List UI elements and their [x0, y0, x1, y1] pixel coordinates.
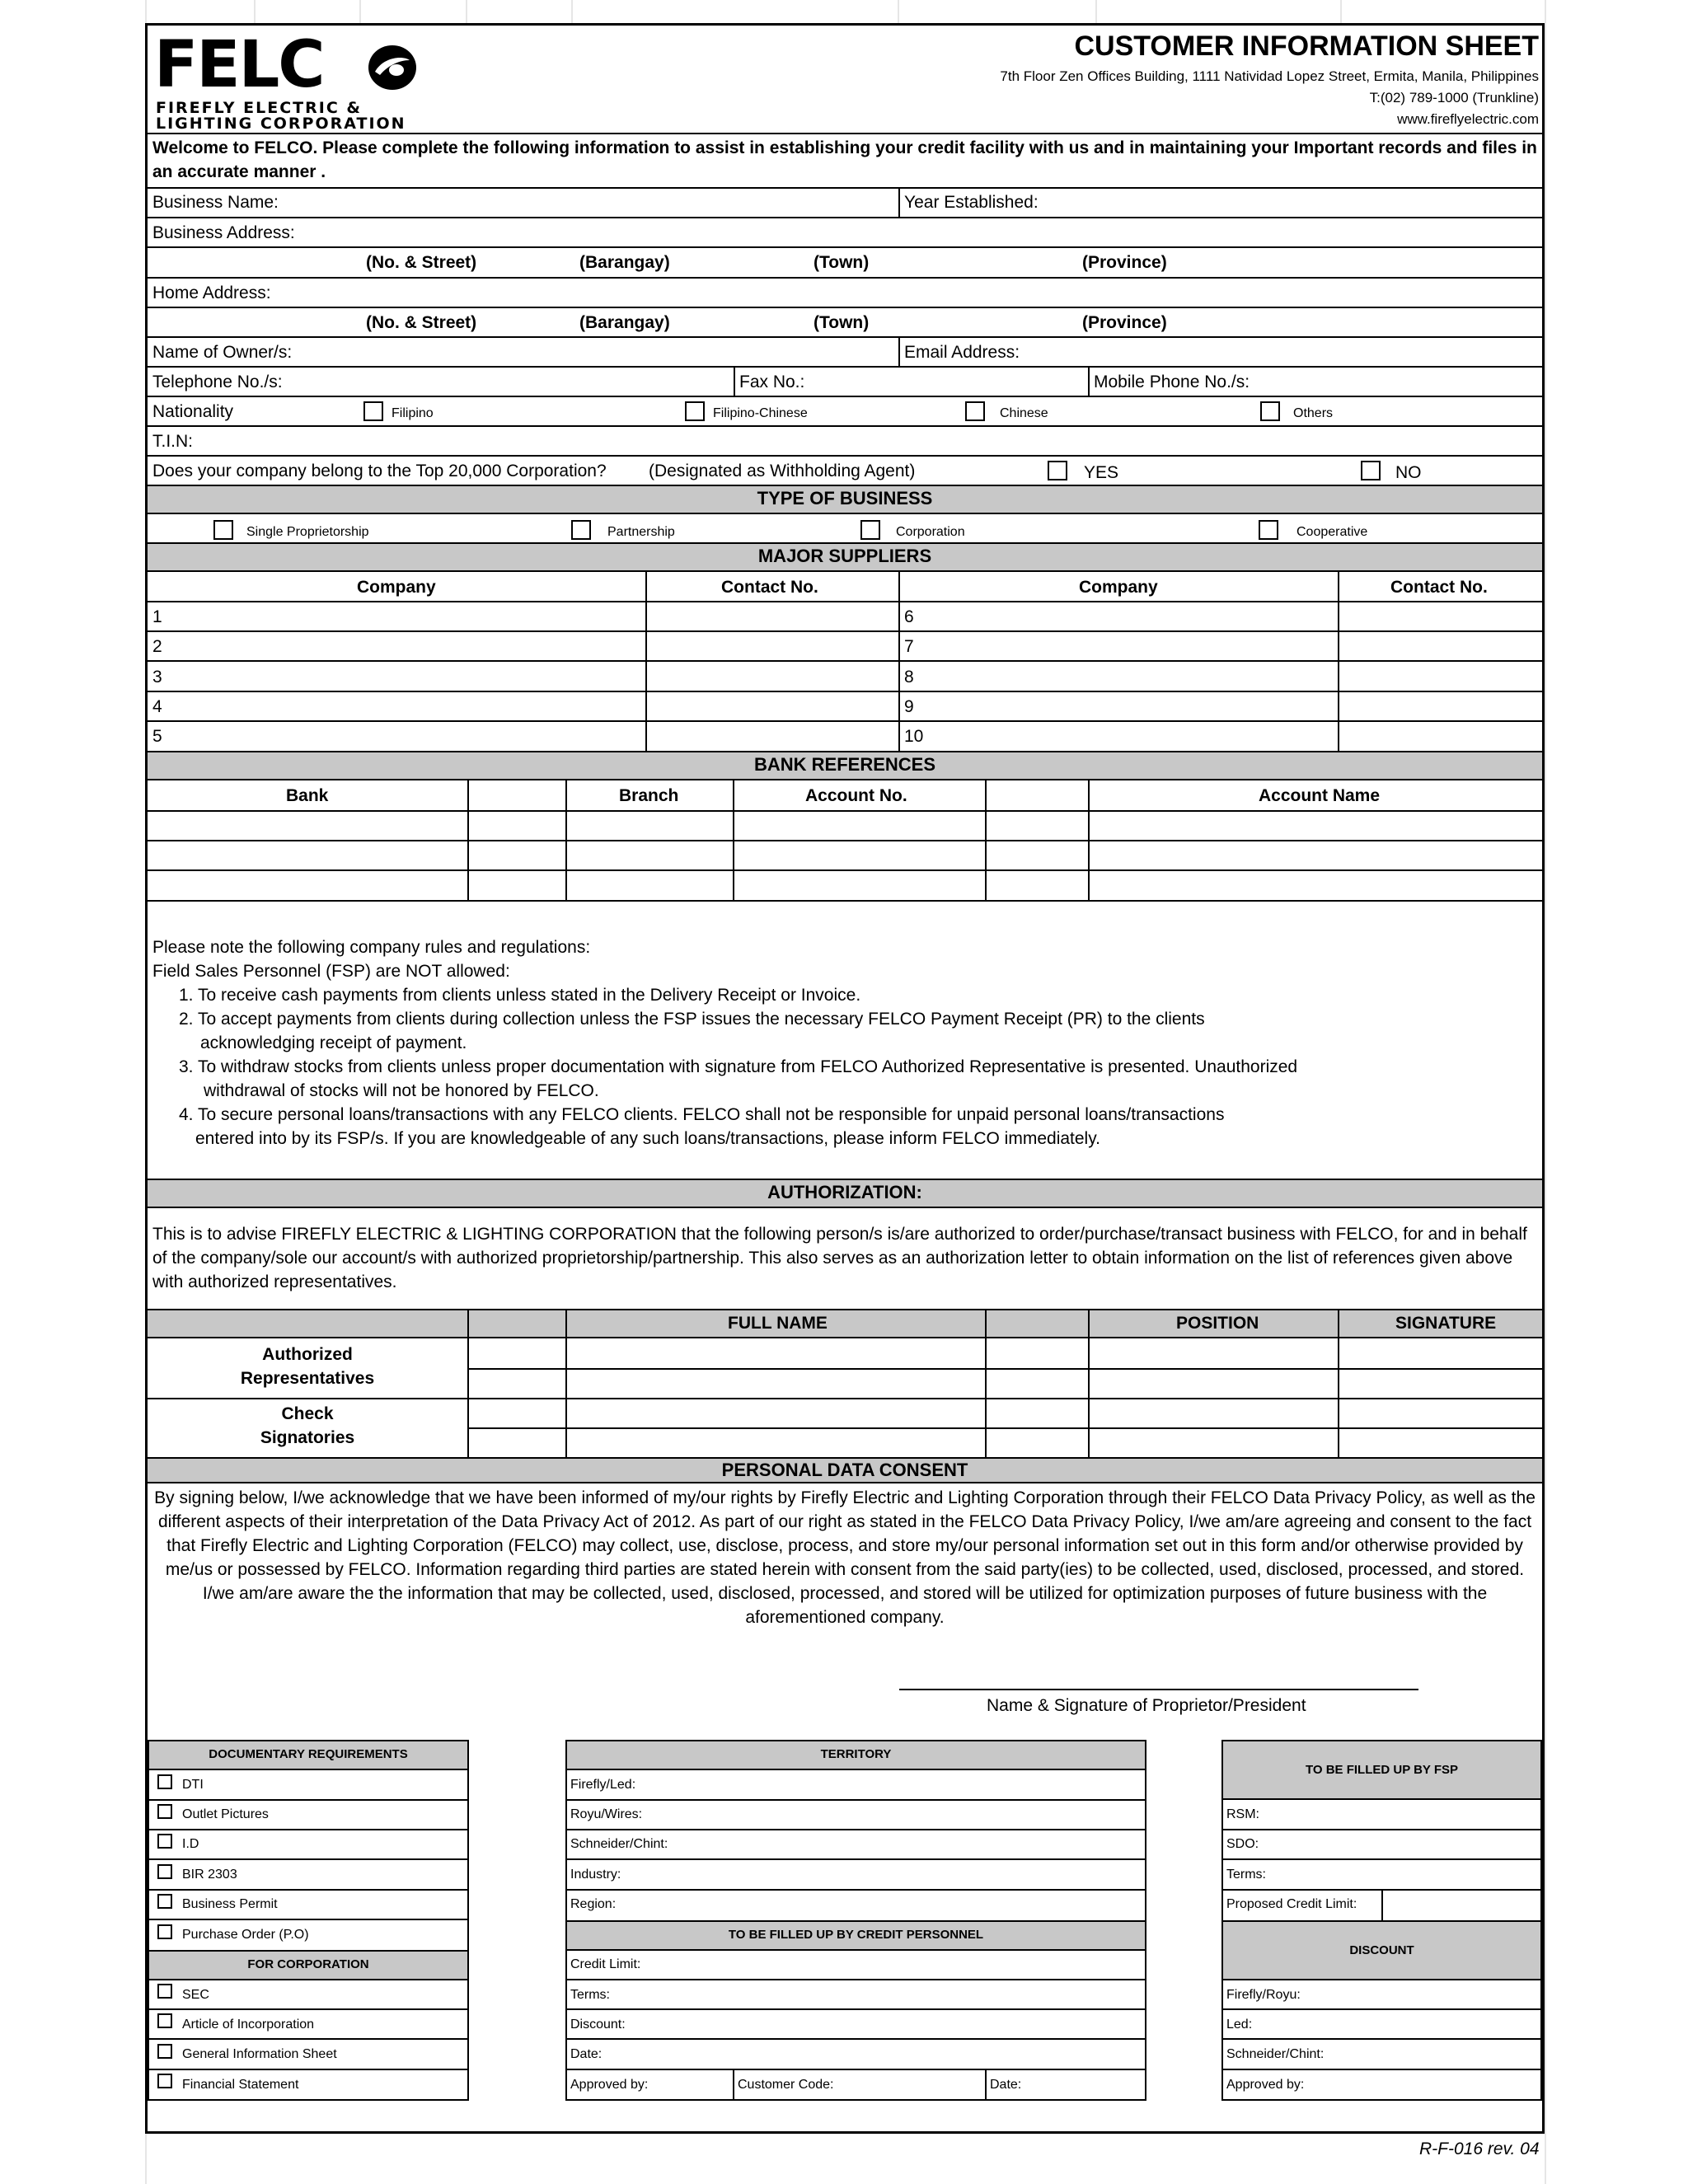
- customer-code-label: Customer Code:: [738, 2078, 834, 2092]
- doc-corp-item: Article of Incorporation: [182, 2018, 315, 2032]
- approval-date-label: Date:: [990, 2078, 1022, 2092]
- check-signatories-label-1: Check: [281, 1404, 334, 1423]
- home-barangay-label: (Barangay): [579, 313, 670, 332]
- supplier-row-number: 10: [904, 727, 924, 746]
- authorized-label-2: Representatives: [240, 1369, 375, 1388]
- rule-item: 2. To accept payments from clients during collection unless the FSP issues the necessary FELCO Payment Receipt (PR) to the clients: [179, 1010, 1205, 1029]
- check-signatories-label-2: Signatories: [260, 1428, 355, 1447]
- home-town-label: (Town): [814, 313, 870, 332]
- nationality-label: Nationality: [152, 402, 234, 421]
- territory-item: Firefly/Led:: [570, 1778, 636, 1792]
- supplier-row-number: 3: [152, 668, 162, 687]
- nationality-chinese-label: Chinese: [1000, 406, 1048, 420]
- supplier-row-number: 2: [152, 637, 162, 656]
- business-town-label: (Town): [814, 253, 870, 272]
- telephone-label: Telephone No./s:: [152, 373, 283, 391]
- account-name-col: Account Name: [1259, 786, 1381, 805]
- supplier-row-number: 9: [904, 697, 914, 716]
- business-name-label: Business Name:: [152, 193, 279, 212]
- top20k-yes-checkbox[interactable]: [1048, 461, 1067, 480]
- rules-intro: Please note the following company rules and regulations:: [152, 938, 591, 957]
- nationality-others-label: Others: [1293, 406, 1334, 420]
- supplier-row-number: 6: [904, 607, 914, 626]
- home-street-label: (No. & Street): [366, 313, 477, 332]
- rule-item: entered into by its FSP/s. If you are knowledgeable of any such loans/transactions, please inform FELCO immediately.: [195, 1129, 1100, 1148]
- doc-item: DTI: [182, 1778, 204, 1792]
- supplier-row-number: 1: [152, 607, 162, 626]
- authorized-table-header: [148, 1309, 1542, 1338]
- personal-data-consent-header: PERSONAL DATA CONSENT: [148, 1457, 1542, 1483]
- mobile-label: Mobile Phone No./s:: [1094, 373, 1250, 391]
- nationality-filipino-checkbox[interactable]: [363, 401, 383, 421]
- felco-logo: [154, 28, 418, 133]
- partnership-checkbox[interactable]: [571, 520, 591, 540]
- major-suppliers-header: MAJOR SUPPLIERS: [148, 542, 1542, 572]
- rules-fsp: Field Sales Personnel (FSP) are NOT allowed:: [152, 962, 510, 981]
- bank-references-header: BANK REFERENCES: [148, 751, 1542, 780]
- authorized-label-1: Authorized: [262, 1345, 353, 1364]
- credit-item: Discount:: [570, 2018, 626, 2032]
- cooperative-checkbox[interactable]: [1259, 520, 1278, 540]
- corporation-label: Corporation: [896, 525, 965, 539]
- full-name-col: FULL NAME: [728, 1314, 828, 1333]
- rule-item: withdrawal of stocks will not be honored by FELCO.: [204, 1081, 599, 1100]
- single-proprietorship-label: Single Proprietorship: [246, 525, 369, 539]
- doc-corp-item: Financial Statement: [182, 2078, 299, 2092]
- doc-item: Purchase Order (P.O): [182, 1928, 309, 1942]
- fsp-item: SDO:: [1226, 1837, 1259, 1851]
- doc-financial-statement-checkbox[interactable]: [157, 2074, 172, 2088]
- email-label: Email Address:: [904, 343, 1020, 362]
- cooperative-label: Cooperative: [1296, 525, 1368, 539]
- territory-item: Region:: [570, 1897, 617, 1911]
- doc-item: I.D: [182, 1837, 199, 1851]
- rule-item: acknowledging receipt of payment.: [200, 1033, 467, 1052]
- supplier-row-number: 8: [904, 668, 914, 687]
- territory-header: TERRITORY: [820, 1747, 892, 1761]
- owner-label: Name of Owner/s:: [152, 343, 293, 362]
- top20k-question: Does your company belong to the Top 20,000 Corporation?: [152, 462, 607, 480]
- doc-corp-item: General Information Sheet: [182, 2047, 337, 2061]
- rule-item: 1. To receive cash payments from clients unless stated in the Delivery Receipt or Invoice.: [179, 986, 861, 1005]
- approved-by-label: Approved by:: [570, 2078, 649, 2092]
- year-established-label: Year Established:: [904, 193, 1039, 212]
- rule-item: 3. To withdraw stocks from clients unless proper documentation with signature from FELCO Authorized Representative is presented. Unauthorized: [179, 1057, 1298, 1076]
- type-of-business-header: TYPE OF BUSINESS: [148, 485, 1542, 514]
- welcome-text: Welcome to FELCO. Please complete the following information to assist in establishing your credit facility with us and in maintaining your Important records and files in an accurate manner .: [152, 138, 1537, 181]
- discount-header: DISCOUNT: [1349, 1943, 1414, 1957]
- doc-gis-checkbox[interactable]: [157, 2044, 172, 2059]
- bank-col: Bank: [286, 786, 329, 805]
- fsp-item: Proposed Credit Limit:: [1226, 1897, 1357, 1911]
- doc-corp-item: SEC: [182, 1988, 209, 2002]
- consent-text: By signing below, I/we acknowledge that we have been informed of my/our rights by Firefly Electric and Lighting Corporation through their FELCO Data Privacy Policy, as well as the different aspects of their interpretation of the Data Privacy Act of 2012. As part of our right as stated in the FELCO Data Privacy Policy, I/we am/are agreeing and consent to the fact that Firefly Electric and Lighting Corporation (FELCO) may collect, use, disclose, process, and store my/our personal information set out in this form and/or otherwise provided by me/us or possessed by FELCO. Information regarding third parties are stated herein with consent from the said party(ies) to be collected, used, disclosed, processed, and stored. I/we am/are aware the the information that may be collected, used, disclosed, processed, and stored will be utilized for optimization purposes of future business with the aforementioned company.: [154, 1488, 1536, 1627]
- credit-personnel-header: TO BE FILLED UP BY CREDIT PERSONNEL: [728, 1928, 984, 1942]
- doc-sec-checkbox[interactable]: [157, 1984, 172, 1999]
- authorization-header: AUTHORIZATION:: [148, 1179, 1542, 1208]
- account-no-col: Account No.: [805, 786, 907, 805]
- top20k-no-checkbox[interactable]: [1361, 461, 1381, 480]
- logo-wordmark: FELC: [154, 28, 324, 102]
- signature-label: Name & Signature of Proprietor/President: [987, 1696, 1306, 1715]
- discount-item: Schneider/Chint:: [1226, 2047, 1325, 2061]
- doc-dti-checkbox[interactable]: [157, 1774, 172, 1789]
- territory-item: Royu/Wires:: [570, 1807, 643, 1821]
- position-col: POSITION: [1176, 1314, 1259, 1333]
- supplier-company-col-left: Company: [357, 578, 436, 597]
- supplier-contact-col-right: Contact No.: [1390, 578, 1488, 597]
- supplier-company-col-right: Company: [1079, 578, 1158, 597]
- discount-item: Approved by:: [1226, 2078, 1305, 2092]
- doc-purchase-order-checkbox[interactable]: [157, 1924, 172, 1939]
- partnership-label: Partnership: [607, 525, 675, 539]
- business-province-label: (Province): [1082, 253, 1167, 272]
- supplier-contact-col-left: Contact No.: [721, 578, 818, 597]
- signature-col: SIGNATURE: [1395, 1314, 1497, 1333]
- fsp-item: Terms:: [1226, 1868, 1266, 1882]
- tin-label: T.I.N:: [152, 432, 194, 451]
- doc-item: Business Permit: [182, 1897, 278, 1911]
- credit-item: Terms:: [570, 1988, 610, 2002]
- supplier-row-number: 4: [152, 697, 162, 716]
- credit-item: Credit Limit:: [570, 1957, 641, 1971]
- discount-item: Firefly/Royu:: [1226, 1988, 1301, 2002]
- single-proprietorship-checkbox[interactable]: [213, 520, 233, 540]
- business-street-label: (No. & Street): [366, 253, 477, 272]
- company-phone: T:(02) 789-1000 (Trunkline): [1369, 90, 1539, 105]
- customer-information-sheet: [145, 23, 1545, 2134]
- fsp-header: TO BE FILLED UP BY FSP: [1305, 1763, 1459, 1777]
- business-barangay-label: (Barangay): [579, 253, 670, 272]
- doc-business-permit-checkbox[interactable]: [157, 1894, 172, 1909]
- logo-swirl-icon: [367, 42, 418, 93]
- nationality-filipino-label: Filipino: [392, 406, 434, 420]
- territory-item: Schneider/Chint:: [570, 1837, 668, 1851]
- doc-outlet-pictures-checkbox[interactable]: [157, 1804, 172, 1819]
- top20k-no-label: NO: [1395, 463, 1422, 482]
- nationality-others-checkbox[interactable]: [1260, 401, 1280, 421]
- form-code: R-F-016 rev. 04: [1419, 2139, 1540, 2158]
- supplier-row-number: 5: [152, 727, 162, 746]
- top20k-yes-label: YES: [1084, 463, 1119, 482]
- credit-item: Date:: [570, 2047, 603, 2061]
- corporation-checkbox[interactable]: [860, 520, 880, 540]
- nationality-chinese-checkbox[interactable]: [965, 401, 985, 421]
- company-website[interactable]: www.fireflyelectric.com: [1397, 111, 1539, 127]
- fsp-item: RSM:: [1226, 1807, 1259, 1821]
- doc-id-checkbox[interactable]: [157, 1834, 172, 1849]
- doc-article-checkbox[interactable]: [157, 2013, 172, 2028]
- nationality-filchi-label: Filipino-Chinese: [713, 406, 808, 420]
- home-address-label: Home Address:: [152, 284, 271, 302]
- documentary-requirements-header: DOCUMENTARY REQUIREMENTS: [209, 1747, 408, 1761]
- withholding-agent-label: (Designated as Withholding Agent): [649, 462, 916, 480]
- business-address-label: Business Address:: [152, 223, 295, 242]
- branch-col: Branch: [619, 786, 679, 805]
- page-title: CUSTOMER INFORMATION SHEET: [1074, 30, 1539, 62]
- home-province-label: (Province): [1082, 313, 1167, 332]
- nationality-filchi-checkbox[interactable]: [685, 401, 705, 421]
- company-address: 7th Floor Zen Offices Building, 1111 Natividad Lopez Street, Ermita, Manila, Philippines: [1000, 68, 1539, 84]
- doc-item: Outlet Pictures: [182, 1807, 269, 1821]
- rule-item: 4. To secure personal loans/transactions with any FELCO clients. FELCO shall not be responsible for unpaid personal loans/transactions: [179, 1105, 1225, 1124]
- supplier-row-number: 7: [904, 637, 914, 656]
- doc-item: BIR 2303: [182, 1868, 237, 1882]
- doc-bir-checkbox[interactable]: [157, 1864, 172, 1879]
- authorization-text: This is to advise FIREFLY ELECTRIC & LIGHTING CORPORATION that the following person/s is/are authorized to order/purchase/transact business with FELCO, for and in behalf of the company/sole our account/s with authorized proprietorship/partnership. This also serves as an authorization letter to obtain information on the list of references given above with authorized representatives.: [152, 1225, 1527, 1291]
- logo-subtitle-1: FIREFLY ELECTRIC &: [156, 99, 362, 117]
- fax-label: Fax No.:: [739, 373, 805, 391]
- territory-item: Industry:: [570, 1868, 621, 1882]
- for-corporation-header: FOR CORPORATION: [247, 1957, 369, 1971]
- discount-item: Led:: [1226, 2018, 1253, 2032]
- logo-subtitle-2: LIGHTING CORPORATION: [156, 115, 406, 133]
